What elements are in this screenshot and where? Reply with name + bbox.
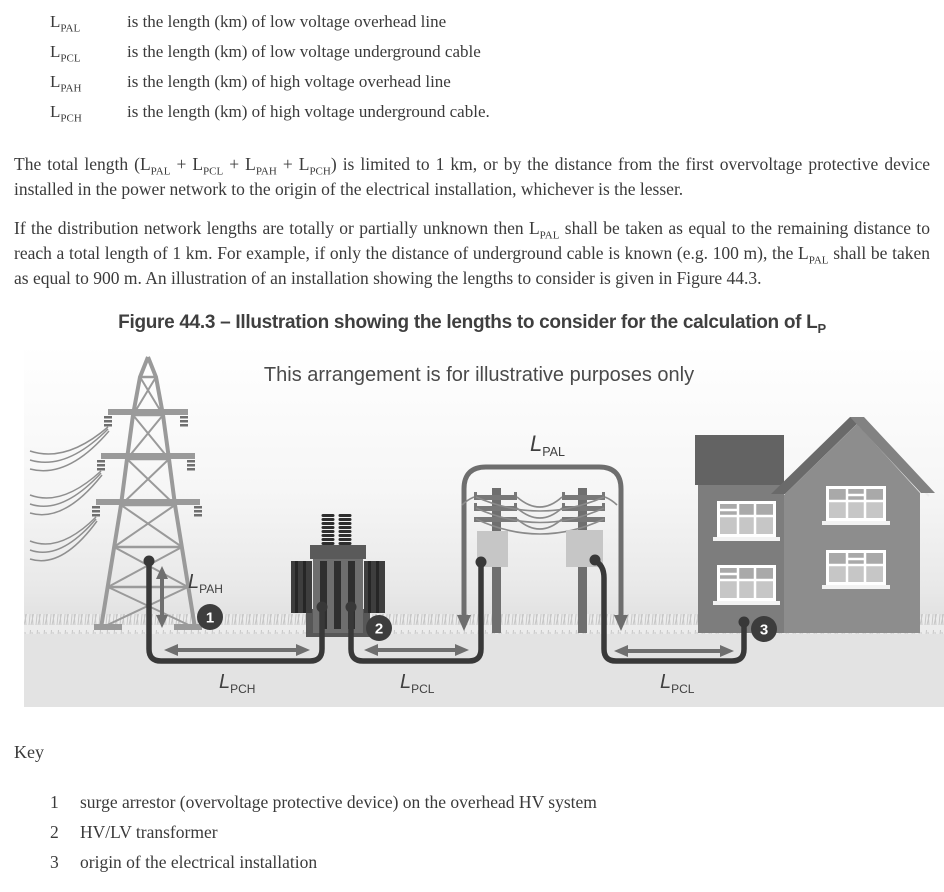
key-item [50,847,930,877]
definitions-list [14,0,930,127]
subscript: PAL [808,254,829,267]
definition-row [50,97,930,127]
subscript: PCH [309,165,331,178]
term-subscript: PAH [60,82,82,95]
text-run: + L [170,154,204,174]
term-subscript: PAL [60,22,81,35]
subscript: PCL [203,165,224,178]
key-list [14,787,930,877]
definition-row [50,7,930,37]
definition-row [50,67,930,97]
term-subscript: PCH [60,112,82,125]
text-run: + L [276,154,310,174]
definition-desc: is the length (km) of high voltage underground cable. [127,102,490,121]
text-run: shall be taken as equal to 900 m. An illustration of an installation showing the lengths to consider is given in Figure 44.3. [14,243,930,288]
figure-44-3-illustration [14,345,944,713]
paragraph-total-length [14,152,930,202]
key-item-number: 3 [50,852,59,872]
text-run: + L [223,154,256,174]
key-item [50,817,930,847]
key-item [50,787,930,817]
subscript: PAL [539,229,560,242]
term-base: L [50,72,61,91]
paragraph-unknown-lengths [14,216,930,291]
label-lpcl-mid: $L_{PCL}$ [400,671,435,696]
label-lpcl-right: $L_{PCL}$ [660,671,695,696]
text-run: shall be taken as equal to the remaining distance to reach a total length of 1 km. For example, if only the distance of underground cable is known (e.g. 100 m), the L [14,218,930,263]
subscript: PAH [255,165,277,178]
definition-term [50,67,127,97]
definition-row [50,37,930,67]
house-left-roof [695,435,784,485]
figure-title-subscript: P [817,320,826,336]
definition-term [50,97,127,127]
key-item-number: 1 [50,792,59,812]
badge-3-number: 3 [759,621,769,639]
key-item-text: HV/LV transformer [80,822,218,842]
definition-desc: is the length (km) of low voltage overhead line [127,12,447,31]
subscript: PAL [150,165,171,178]
definition-term [50,37,127,67]
label-lpal: $L_{PAL}$ [530,431,565,459]
badge-2-number: 2 [374,620,384,638]
text-run: If the distribution network lengths are totally or partially unknown then L [14,218,540,238]
illustrative-note: This arrangement is for illustrative purposes only [263,364,695,386]
term-base: L [50,42,61,61]
label-lpch: $L_{PCH}$ [219,671,256,696]
key-item-number: 2 [50,822,59,842]
definition-desc: is the length (km) of high voltage overhead line [127,72,451,91]
badge-1-number: 1 [205,609,215,627]
term-base: L [50,102,61,121]
figure-title [14,312,930,334]
text-run: ) is limited to 1 km, or by the distance from the first overvoltage protective device installed in the power network to the origin of the electrical installation, whichever is the lesser. [14,154,930,199]
term-base: L [50,12,61,31]
key-heading: Key [14,742,44,762]
key-item-text: origin of the electrical installation [80,852,318,872]
definition-desc: is the length (km) of low voltage underground cable [127,42,481,61]
underground-band [24,634,944,707]
transformer-cap [310,545,366,559]
term-subscript: PCL [60,52,81,65]
figure-title-text: Figure 44.3 – Illustration showing the lengths to consider for the calculation of L [118,312,818,333]
label-lpah: $L_{PAH}$ [188,571,223,596]
text-run: The total length (L [14,154,151,174]
key-item-text: surge arrestor (overvoltage protective device) on the overhead HV system [80,792,597,812]
definition-term [50,7,127,37]
